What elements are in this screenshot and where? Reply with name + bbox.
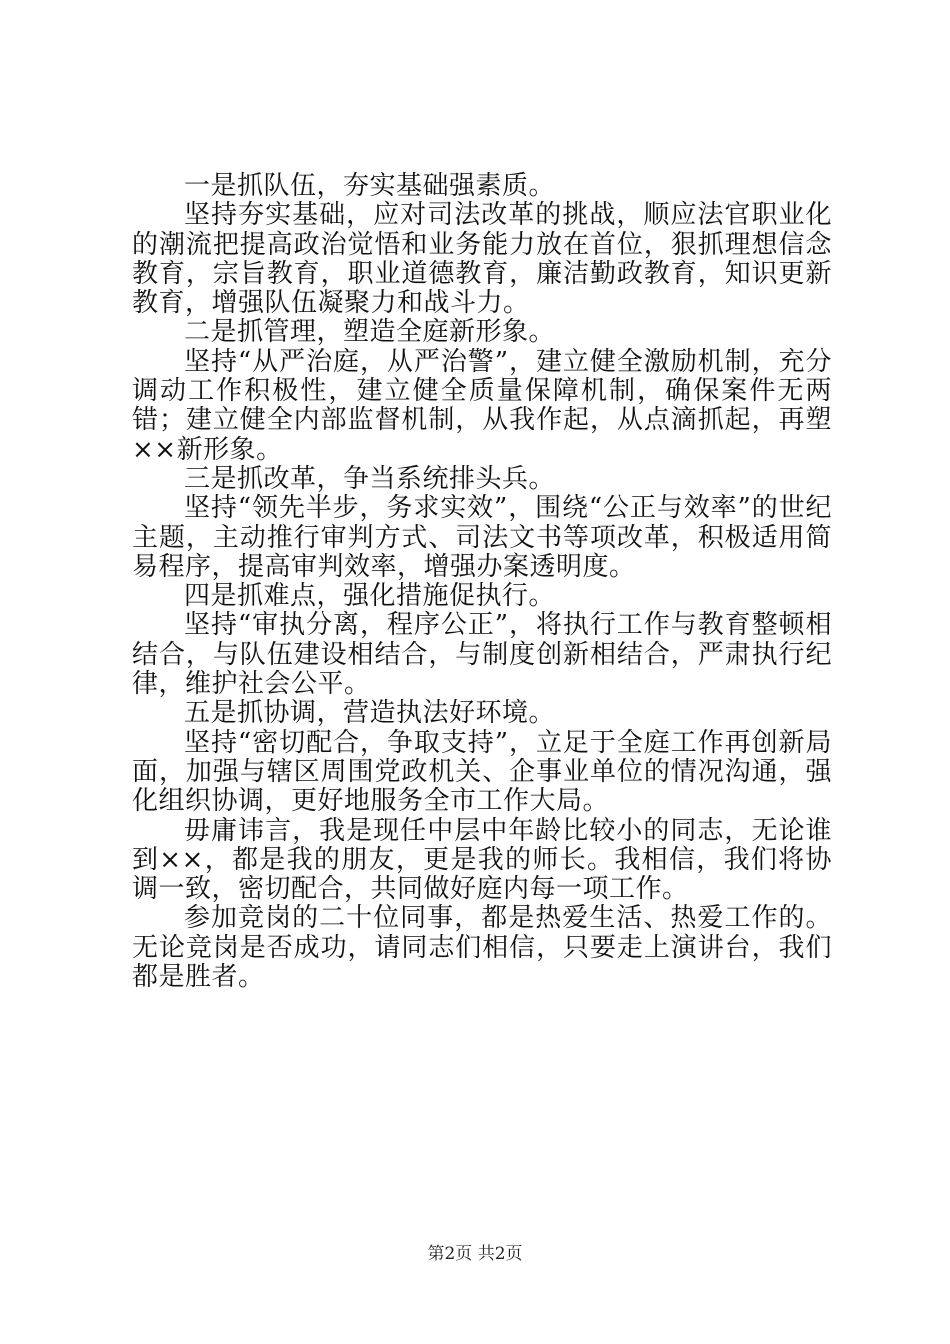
paragraph: 坚持“领先半步，务求实效”，围绕“公正与效率”的世纪主题，主动推行审判方式、司法文书等项改革，积极适用简易程序，提高审判效率，增强办案透明度。 bbox=[132, 493, 832, 582]
paragraph: 坚持“审执分离，程序公正”，将执行工作与教育整顿相结合，与队伍建设相结合，与制度创新相结合，严肃执行纪律，维护社会公平。 bbox=[132, 610, 832, 700]
paragraph: 毋庸讳言，我是现任中层中年龄比较小的同志，无论谁到××，都是我的朋友，更是我的师长。我相信，我们将协调一致，密切配合，共同做好庭内每一项工作。 bbox=[132, 815, 832, 905]
document-body bbox=[132, 172, 832, 992]
page-number-footer: 第2页 共2页 bbox=[427, 1244, 523, 1264]
paragraph-heading-1: 一是抓队伍，夯实基础强素质。 bbox=[184, 171, 556, 201]
paragraph: 坚持“密切配合，争取支持”，立足于全庭工作再创新局面，加强与辖区周围党政机关、企事业单位的情况沟通，强化组织协调，更好地服务全市工作大局。 bbox=[132, 727, 832, 817]
paragraph-heading-4: 四是抓难点，强化措施促执行。 bbox=[184, 581, 556, 612]
paragraph: 坚持“从严治庭，从严治警”，建立健全激励机制，充分调动工作积极性，建立健全质量保障机制，确保案件无两错；建立健全内部监督机制，从我作起，从点滴抓起，再塑××新形象。 bbox=[132, 346, 832, 465]
paragraph-heading-2: 二是抓管理，塑造全庭新形象。 bbox=[184, 317, 556, 348]
paragraph: 坚持夯实基础，应对司法改革的挑战，顺应法官职业化的潮流把提高政治觉悟和业务能力放在首位，狠抓理想信念教育，宗旨教育，职业道德教育，廉洁勤政教育，知识更新教育，增强队伍凝聚力和战斗力。 bbox=[132, 200, 832, 319]
paragraph-heading-3: 三是抓改革，争当系统排头兵。 bbox=[184, 463, 556, 494]
paragraph: 参加竞岗的二十位同事，都是热爱生活、热爱工作的。无论竞岗是否成功，请同志们相信，只要走上演讲台，我们都是胜者。 bbox=[132, 903, 832, 993]
paragraph-heading-5: 五是抓协调，营造执法好环境。 bbox=[184, 698, 556, 729]
